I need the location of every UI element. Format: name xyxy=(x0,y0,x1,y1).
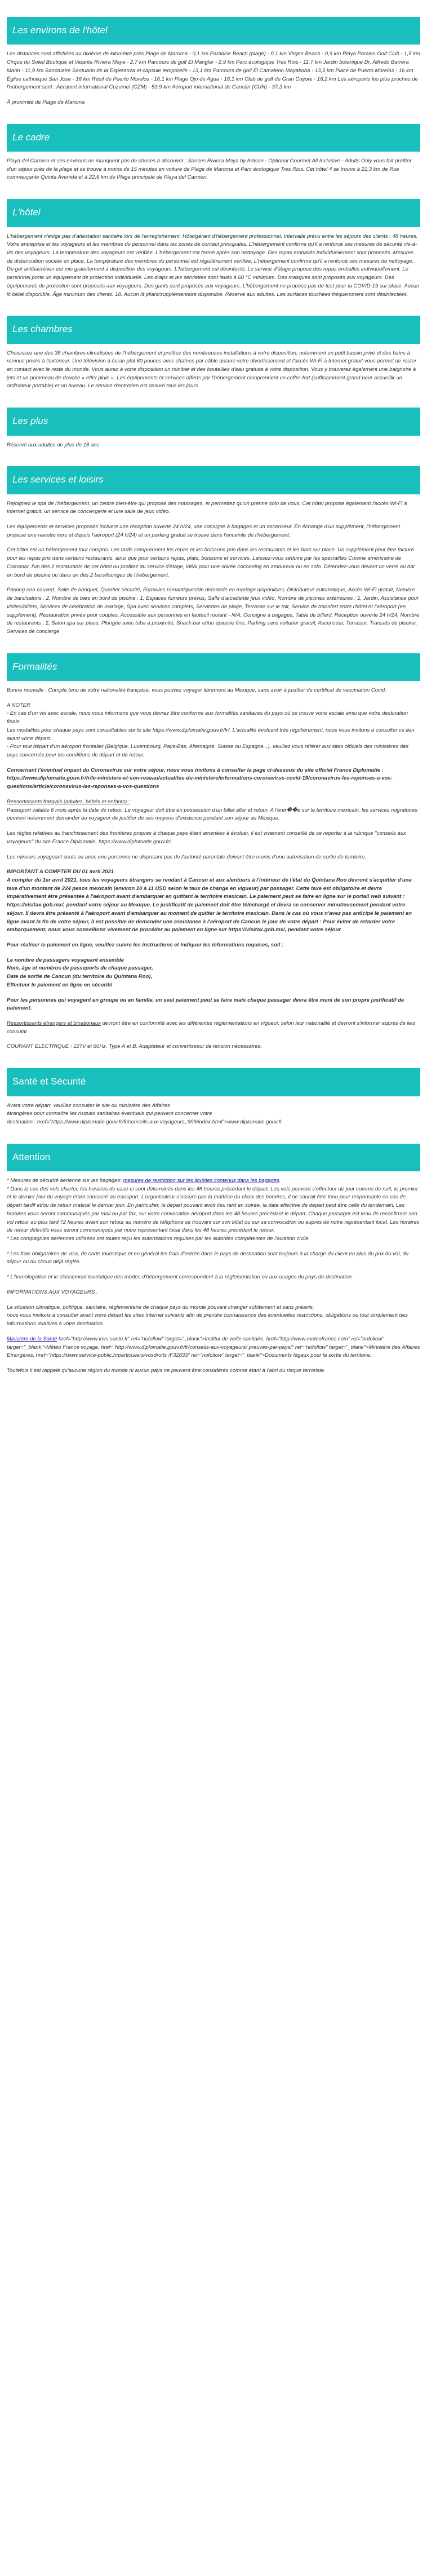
section-cadre xyxy=(7,124,420,183)
attention-text-2: * Les frais obligatoires de visa, de carte touristique et en général les frais d'entrée dans le pays de destination sont toujours à la charge du client en plus du prix du vol, du séjour ou du circuit déjà réglés. xyxy=(7,1250,409,1265)
section-title-sante: Santé et Sécurité xyxy=(7,1068,420,1096)
section-body-hotel xyxy=(7,233,420,299)
services-text-3: Cet hôtel est un hébergement tout compris. Les tarifs comprennent les repas et les boissons pris dans les restaurants et les bars sur place. Un supplément peut être facturé pour les repas pris dans certains restaurants, ainsi que pour certains repas, plats, boissons et services. Laissez-vous séduire par les spécialités Cuisine américaine de Comanar. l'un des 2 restaurants de cet hôtel ou profitez du service d'étage, idéal pour une soirée cocooning en amoureux ou en solo. Détendez-vous devant un verre ou bar en bord de piscine ou dans un des 2 bars/lounges de l'hébergement. xyxy=(7,547,415,578)
formalites-etrangers-heading: Ressortissants étrangers et binationaux xyxy=(7,1020,101,1026)
formalites-regles: Les règles relatives au franchissement des frontières propres à chaque pays étant amenées à évoluer, il est vivement conseillé de se reporter à la rubrique "conseils aux voyageurs" du site France Diplomatie, https://www.diplomatie.gouv.fr/. xyxy=(7,830,406,845)
liquids-restriction-link[interactable]: mesures de restriction sur les liquides contenus dans les bagages xyxy=(123,1178,279,1184)
section-body-chambres xyxy=(7,349,420,391)
formalites-list: Le nombre de passagers voyageant ensemble Nom, âge et numéros de passeports de chaque passager, Date de sortie de Cancun (du territoire du Quintana Roo), Effectuer le paiement en ligne en sécurité xyxy=(7,957,153,988)
chambres-text: Choisissez une des 38 chambres climatisées de l'hébergement et profitez des nombreuses installations à votre disposition, notamment un petit bassin privé et des bains à remous privés à l'extérieur. Une télévision à écran plat 60 pouces avec chaînes par câble assure votre divertissement et l'accès Wi-Fi à Internet gratuit vous permet de rester en contact avec le reste du monde. Vous aurez à votre disposition un minibar et des bouteilles d'eau gratuite à votre disposition. Vous y trouverez également une baignoire à jets et un pommeau de douche « effet pluie ». Les équipements et services offerts par l'hébergement comprennent un coffre-fort (suffisamment grand pour accueillir un ordinateur portable) et un bureau. Le service d'entretien est assuré tous les jours. xyxy=(7,349,417,390)
attention-info-heading: INFORMATIONS AUX VOYAGEURS : xyxy=(7,1289,98,1295)
section-body-services xyxy=(7,500,420,636)
section-attention xyxy=(7,1144,420,1375)
section-title-services: Les services et loisirs xyxy=(7,466,420,494)
formalites-residents-text: Passeport valable 6 mois après la date de retour. Le voyageur doit être en possession d'un billet aller et retour. A l'entr��e sur le territoire mexicain, les services migratoires peuvent notamment demander au voyageur de justifier de ses moyens d'existence pendant son séjour au Mexique. xyxy=(7,807,418,822)
services-text-2: Les équipements et services proposés incluent une réception ouverte 24 h/24, une consigne à bagages et un ascenseur. En échange d'un supplément, l'hébergement propose une navette vers et depuis l'aéroport (24 h/24) et un parking gratuit se trouve dans l'enceinte de l'hébergement. xyxy=(7,524,401,538)
attention-text-1 xyxy=(7,1177,420,1243)
attention-text-6 xyxy=(7,1335,420,1360)
section-body-plus xyxy=(7,441,420,450)
attention-text-5: La situation climatique, politique, sanitaire, réglementaire de chaque pays du monde pouvant changer subitement et sans préavis, nous vous invitons à consulter avant votre départ les sites Internet suivants afin de prendre connaissance des éventuelles restrictions, obligations ou tout simplement des informations relatives à votre destination. xyxy=(7,1304,408,1327)
formalites-important: IMPORTANT A COMPTER DU 01 avril 2021 A compter du 1er avril 2021, tous les voyageurs étrangers se rendant à Cancun et aux alentours à l'intérieur de l'état du Quintana Roo devront s'acquitter d'une taxe d'un montant de 224 pesos mexicain (environ 10 à 11 USD selon le taux de change en vigueur) par passager. Cette taxe est obligatoire et devra impérativement être présentée à l'aéroport avant d'embarquer en quittant le territoire mexicain. Le paiement peut se faire en ligne sur le portail web suivant : https://visitax.gob.mx/, pendant votre séjour au Mexique. Le justificatif de paiement doit être téléchargé et devra se conserver minutieusement pendant votre séjour. Il devra être présenté à l'aéroport avant d'embarquer au moment de quitter le territoire mexicain. Dans le cas où vous n'avez pas anticipé le paiement en ligne avant la fin de votre séjour, il est possible de demander une assistance à l'aéroport de Cancun le jour de votre départ : Pour éviter de retarder votre embarquement, nous vous conseillons vivement de procéder au paiement en ligne sur https://visitax.gob.mx/, pendant votre séjour. xyxy=(7,869,412,933)
section-body-cadre xyxy=(7,157,420,182)
formalites-etrangers xyxy=(7,1020,420,1036)
section-hotel xyxy=(7,199,420,299)
attention-text-1a: * Mesures de sécurité aérienne sur les bagages: xyxy=(7,1178,123,1184)
section-body-environs xyxy=(7,50,420,107)
attention-text-1b: . * Dans le cas des vols charter, les horaires de case-ci sont déterminés dans les 48 heures précédant le départ. Les vols peuvent s'effectuer de jour comme de nuit, le premier et le dernier jour du voyage étant consacré au transport. L'organisateur n'assure pas la maîtrise du choix des horaires, il ne saurait être tenu pour responsable en cas de départ tardif et/ou de retour matinal le dernier jour. En particulier, le départ pouvant avoir lieu tard en soirée, la date effective de départ peut être celle du lendemain. Les horaires vous seront communiqués par mail ou par fax, sur votre convocation aéroport dans les 48 heures précédant le départ. Chaque passager est tenu de reconfirmer son vol retour au plus tard 72 heures avant son retour au numéro de téléphone se trouvant sur son billet ou sur sa convocation ou auprès de notre représentant local. Les horaires de retour définitifs vous seront communiqués par notre représentant local dans les 48 heures précédant le retour. * Les compagnies aériennes utilisées ont toutes reçu les autorisations requises par les autorités compétentes de l'aviation civile. xyxy=(7,1178,420,1242)
ministere-sante-link[interactable]: Ministère de la Santé xyxy=(7,1335,57,1342)
attention-text-7: Toutefois il est rappelé qu'aucune région du monde ni aucun pays ne peuvent être considérés comme étant à l'abri du risque terroriste. xyxy=(7,1367,326,1374)
formalites-coronavirus: Concernant l'éventuel impact du Coronavirus sur votre séjour, nous vous invitons à consulter la page ci-dessous du site officiel France Diplomatie : https://www.diplomatie.gouv.fr/fr/le-ministere-et-son-reseau/actualites-du-ministere/informations-coronavirus-covid-19/coronavirus-les-reponses-a-vos-questions/article/coronavirus-les-reponses-a-vos-questions xyxy=(7,767,393,790)
services-list: Parking non couvert, Salle de banquet, Quartier sécurité, Formules romantiques/de demande en mariage disponibles, Distributeur automatique, Accès Wi-Fi gratuit, Nombre de bars/salons : 2, Nombre de bars en bord de piscine : 1, Espaces fumeurs prévus, Salle d'arcade/de jeux vidéo, Nombre de piscines extérieures : 1, Jardin, Assistance pour visites/billets, Services de célébration de mariage, Spa avec services complets, Serviettes de plage, Terrasse sur le toit, Service de transfert entre l'hôtel et l'aéroport (en supplément), Restauration privée pour couples, Accessible aux personnes en fauteuil roulant - N/A, Consigne à bagages, Table de billard, Réception ouverte 24 h/24, Nombre de restaurants : 2, Salon spa sur place, Plongée avec tuba à proximité, Snack-bar et/ou épicerie fine, Parking sans voiturier gratuit, Ascenseur, Terrasse, Transats de piscine, Services de concierge xyxy=(7,587,420,635)
formalites-residents-heading: Ressortissants français (adultes, bébés et enfants) : xyxy=(7,798,130,805)
section-title-environs: Les environs de l'hôtel xyxy=(7,17,420,45)
attention-text-3: * L'homologation et le classement touristique des modes d'hébergement correspondent à la réglementation ou aux usages du pays de destination. xyxy=(7,1274,353,1281)
formalites-intro: Bonne nouvelle : Compte tenu de votre nationalité française, vous pouvez voyager librement au Mexique, sans avoir à justifier de certificat de vaccination Covid. xyxy=(7,687,386,693)
section-title-formalites: Formalités xyxy=(7,653,420,681)
plus-text: Réservé aux adultes de plus de 18 ans xyxy=(7,441,100,448)
section-title-hotel: L'hôtel xyxy=(7,199,420,227)
section-body-attention xyxy=(7,1177,420,1375)
section-plus xyxy=(7,408,420,449)
formalites-etrangers-text: devront être en conformité avec les différentes réglementations en vigueur, selon leur nationalité et devront s'informer auprès de leur consulat. xyxy=(7,1020,416,1035)
section-title-attention: Attention xyxy=(7,1144,420,1171)
environs-proximity: À proximité de Plage de Maroma xyxy=(7,99,85,105)
section-title-cadre: Le cadre xyxy=(7,124,420,152)
hotel-text: L'hébergement n'exige pas d'attestation sanitaire lors de l'enregistrement. Hôte/gérant d'hébergement professionnel. Intervalle prévu entre les séjours des clients : 48 heures. Votre entreprise et les voyageurs et les membres du personnel dans les zones de contact principales. L'hébergement confirme qu'il a renforcé ses mesures de sécurité vis-à-vis des voyageurs. La température des voyageurs est vérifiée. L'hébergement est fermé après son nettoyage. Des repas emballés individuellement sont proposés. Mesures de distanciation sociale en place. La température des membres du personnel est régulièrement vérifiée. L'hébergement confirme qu'il a renforcé ses mesures de nettoyage. Du gel antibactérien est mis gratuitement à disposition des voyageurs. L'hébergement est désinfecté. Le service d'étage propose des repas emballés individuellement. Le personnel porte un équipement de protection individuelle. Les draps et les serviettes sont lavés à 60 °C minimum. Des masques sont proposés aux voyageurs. Des équipements de protection sont proposés aux voyageurs. Des gants sont proposés aux voyageurs. L'hébergement ne propose pas de test pour la COVID-19 sur place. Aucun lit bébé disponible. Âge minimum des clients: 18. Aucun lit pliant/supplémentaire disponible. Réservé aux adultes. Les surfaces touchées fréquemment sont désinfectées. xyxy=(7,233,420,298)
section-sante xyxy=(7,1068,420,1127)
section-environs xyxy=(7,17,420,107)
section-formalites xyxy=(7,653,420,1052)
formalites-courant: COURANT ELECTRIQUE : 127V et 60Hz. Type A et B. Adaptateur et convertisseur de tension nécessaires. xyxy=(7,1043,262,1050)
formalites-note-text: - En cas d'un vol avec escale, nous vous informons que vous devrez être conforme aux formalités sanitaires du pays où se trouve votre escale ainsi que votre destination finale. Les modalités pour chaque pays sont consultables sur le site https://www.diplomatie.gouv.fr/fr/. L'actualité évoluant très régulièrement, nous vous invitons à consulter ce lien avant votre départ. - Pour tout départ d'un aéroport frontalier (Belgique, Luxembourg, Pays-Bas, Allemagne, Suisse ou Espagne...), veuillez vous référer aux sites officiels des ministères des pays concernés pour les conditions de départ et de retour. xyxy=(7,710,415,759)
section-services xyxy=(7,466,420,636)
formalites-note-heading: A NOTER xyxy=(7,702,30,709)
section-title-chambres: Les chambres xyxy=(7,316,420,343)
environs-distances: Les distances sont affichées au dixième de kilomètre près Plage de Maroma - 0,1 km Paradise Beach (plage) - 0,1 km Virgen Beach - 0,9 km Playa Paraiso Golf Club - 1,5 km Cirque du Soleil Boutique et Vidanta Riviera Maya - 2,7 km Parcours de golf El Manglar - 2,9 km Parc écologique Tres Rios - 11,7 km Jardin botanique Dr. Alfredo Barrera Marin - 11,9 km Sanctuaire Santuario de la Esperanza et capsule temporelle - 13,1 km Parcours de golf El Camaleon Mayakoba - 13,5 km Place de Puerto Morelos - 16 km Église catholique San Jose - 16 km Récif de Puerto Morelos - 16,1 km Plage Ojo de Agua - 16,1 km Club de golf de Gran Coyote - 16,2 km Les aéroports les plus proches de l'hébergement sont : Aéroport international Cozumel (CZM) - 53,9 km Aéroport international de Cancún (CUN) - 37,3 km xyxy=(7,51,420,91)
section-chambres xyxy=(7,316,420,391)
section-body-formalites xyxy=(7,687,420,1051)
services-text-1: Rejoignez le spa de l'hébergement, un centre bien-être qui propose des massages, et permettez qu'un prenne soin de vous. Cet hôtel propose également l'accès Wi-Fi à Internet gratuit, un service de conciergerie et une salle de jeux vidéo. xyxy=(7,500,407,515)
formalites-mineurs: Les mineurs voyageant seuls ou avec une personne ne disposant pas de l'autorité parentale doivent être munis d'une autorisation de sortie de territoire. xyxy=(7,853,366,860)
formalites-famille: Pour les personnes qui voyagent en groupe ou en famille, un seul paiement peut se faire mais chaque passager devra être muni de son propre justificatif de paiement. xyxy=(7,997,404,1012)
cadre-text: Playa del Carmen et ses environs ne manquent pas de choses à découvrir : Sanses Riviera Maya by Artisan - Optional Gourmet All Inclusive - Adults Only vous fait profiter d'un séjour près de la plage et se trouve à moins de 15 minutes en voiture de Plage de Maroma et Parc écologique Tres Rios. Cet hôtel 4 se trouve à 21,3 km de Rue commerçante Quinta Avenida et à 22,6 km de Plage principale de Playa del Carmen. xyxy=(7,158,412,181)
attention-links-text: href="http://www.invs.sante.fr" rel="nofollow" target="_blank">Institut de veille sanitaire, href="http://www.meteofrance.com" rel="nofollow" target="_blank">Météo France voyage, href="http://www.diplomatie.gouv.fr/fr/conseils-aux-voyageurs/ preuves-par-pays/" rel="nofollow" target="_blank">Ministère des Affaires Etrangères, href="https://www.service-public.fr/particuliers/vosdroits /F32833" rel="nofollow" target="_blank">Documents légaux pour la sortie du territoire. xyxy=(7,1335,420,1359)
sante-text: Avant votre départ, veuillez consulter le site du ministère des Affaires étrangères pour connaître les risques sanitaires éventuels qui peuvent concerner votre destination : href="https://www.diplomatie.gouv.fr/fr/conseils-aux-voyageurs_909/index.html">www.diplomatie.gouv.fr xyxy=(7,1102,282,1125)
formalites-payer: Pour réaliser le paiement en ligne, veuillez suivre les instructions et indiquer les informations requises, soit : xyxy=(7,941,284,948)
section-body-sante xyxy=(7,1102,420,1127)
section-title-plus: Les plus xyxy=(7,408,420,435)
